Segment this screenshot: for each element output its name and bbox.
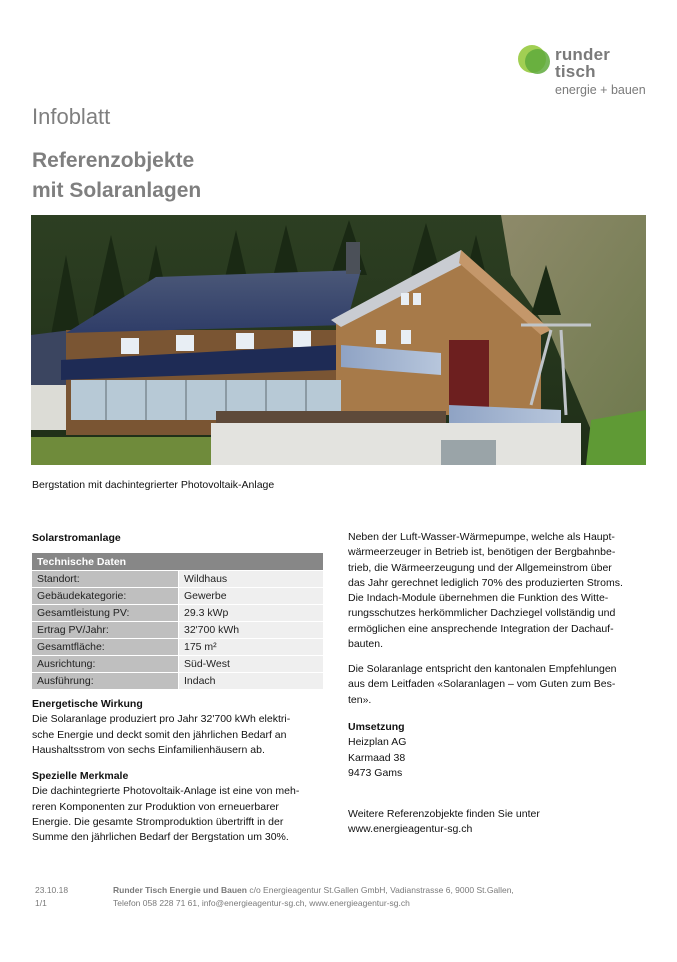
para1-line: rungsschutzes herkömmlicher Dachziegel vollständig und xyxy=(348,607,616,620)
para2-line: Die Solaranlage entspricht den kantonalen Empfehlungen xyxy=(348,663,617,675)
footer-meta xyxy=(35,884,68,910)
footer-org-line xyxy=(113,884,514,897)
table-row xyxy=(32,621,323,638)
para2-line: ten». xyxy=(348,693,372,706)
para1-line: bauten. xyxy=(348,638,384,651)
implementation-line: 9473 Gams xyxy=(348,766,403,779)
photo-illustration xyxy=(31,215,646,465)
energy-line: sche Energie und deckt somit den jährlichen Bedarf an xyxy=(32,728,287,741)
title-line-1: Referenzobjekte xyxy=(32,149,195,172)
row-value: 32'700 kWh xyxy=(179,621,323,638)
description-paragraph-1 xyxy=(348,530,653,652)
page-title xyxy=(32,146,201,206)
para2-line: aus dem Leitfaden «Solaranlagen – vom Guten zum Bes- xyxy=(348,678,616,691)
implementation-title: Umsetzung xyxy=(348,721,405,733)
features-section xyxy=(32,769,332,845)
table-row xyxy=(32,587,323,604)
table-row xyxy=(32,655,323,672)
row-value: Wildhaus xyxy=(179,570,323,587)
document-type: Infoblatt xyxy=(32,104,111,129)
row-key: Ertrag PV/Jahr: xyxy=(32,621,179,638)
more-references xyxy=(348,807,653,838)
row-key: Gesamtfläche: xyxy=(32,638,179,655)
photo-caption: Bergstation mit dachintegrierter Photovoltaik-Anlage xyxy=(32,479,275,491)
row-value: 29.3 kWp xyxy=(179,604,323,621)
row-key: Ausrichtung: xyxy=(32,655,179,672)
features-title: Spezielle Merkmale xyxy=(32,770,129,782)
features-line: Die dachintegrierte Photovoltaik-Anlage ist eine von meh- xyxy=(32,785,300,798)
footer-address xyxy=(113,884,514,910)
description-paragraph-2 xyxy=(348,662,653,708)
row-key: Standort: xyxy=(32,570,179,587)
title-line-2: mit Solaranlagen xyxy=(32,179,202,202)
features-line: reren Komponenten zur Produktion von erneuerbarer xyxy=(32,800,279,813)
table-row xyxy=(32,604,323,621)
para1-line: Die Indach-Module übernehmen die Funktion des Witte- xyxy=(348,592,609,605)
building-photo xyxy=(31,215,646,465)
more-references-link[interactable]: www.energieagentur-sg.ch xyxy=(348,823,473,836)
para1-line: ermöglichen eine ansprechende Integration der Dachauf- xyxy=(348,622,614,635)
table-header: Technische Daten xyxy=(32,552,323,570)
implementation-line: Karmaad 38 xyxy=(348,751,406,764)
implementation-line: Heizplan AG xyxy=(348,736,407,749)
table-row xyxy=(32,672,323,689)
para1-line: wärmeerzeuger in Betrieb ist, benötigen der Bergbahnbe- xyxy=(348,546,616,559)
row-value: Indach xyxy=(179,672,323,689)
footer-org-name: Runder Tisch Energie und Bauen xyxy=(113,885,247,895)
logo-tagline: energie + bauen xyxy=(555,83,646,97)
logo-word-tisch: tisch xyxy=(555,62,596,81)
para1-line: das Jahr gerechnet lediglich 70% des produzierten Stroms. xyxy=(348,576,623,589)
table-row xyxy=(32,638,323,655)
energy-line: Haushaltsstrom von sechs Einfamilienhäusern ab. xyxy=(32,743,265,756)
features-line: Energie. Die gesamte Stromproduktion übertrifft in der xyxy=(32,815,284,828)
runder-tisch-logo xyxy=(517,43,657,103)
row-value: Gewerbe xyxy=(179,587,323,604)
section-title-solar: Solarstromanlage xyxy=(32,532,121,544)
footer-org-address: c/o Energieagentur St.Gallen GmbH, Vadianstrasse 6, 9000 St.Gallen, xyxy=(246,885,514,895)
energy-line: Die Solaranlage produziert pro Jahr 32'700 kWh elektri- xyxy=(32,713,291,726)
row-key: Gesamtleistung PV: xyxy=(32,604,179,621)
technical-data-table xyxy=(32,552,323,689)
table-row xyxy=(32,570,323,587)
footer-contact: Telefon 058 228 71 61, info@energieagentur-sg.ch, www.energieagentur-sg.ch xyxy=(113,898,410,908)
more-references-text: Weitere Referenzobjekte finden Sie unter xyxy=(348,808,540,820)
row-value: Süd-West xyxy=(179,655,323,672)
logo-word-runder: runder xyxy=(555,45,611,64)
para1-line: trieb, die Wärmeerzeugung und der Allgemeinstrom über xyxy=(348,561,612,574)
energy-section xyxy=(32,697,332,758)
row-key: Gebäudekategorie: xyxy=(32,587,179,604)
para1-line: Neben der Luft-Wasser-Wärmepumpe, welche als Haupt- xyxy=(348,531,615,543)
row-key: Ausführung: xyxy=(32,672,179,689)
implementation-section xyxy=(348,720,653,781)
footer-date: 23.10.18 xyxy=(35,885,69,895)
table-header-row xyxy=(32,552,323,570)
row-value: 175 m² xyxy=(179,638,323,655)
features-line: Summe den jährlichen Bedarf der Bergstation um 30%. xyxy=(32,831,289,844)
logo-circle-dark xyxy=(525,49,550,74)
energy-title: Energetische Wirkung xyxy=(32,698,143,710)
footer-page: 1/1 xyxy=(35,898,47,908)
